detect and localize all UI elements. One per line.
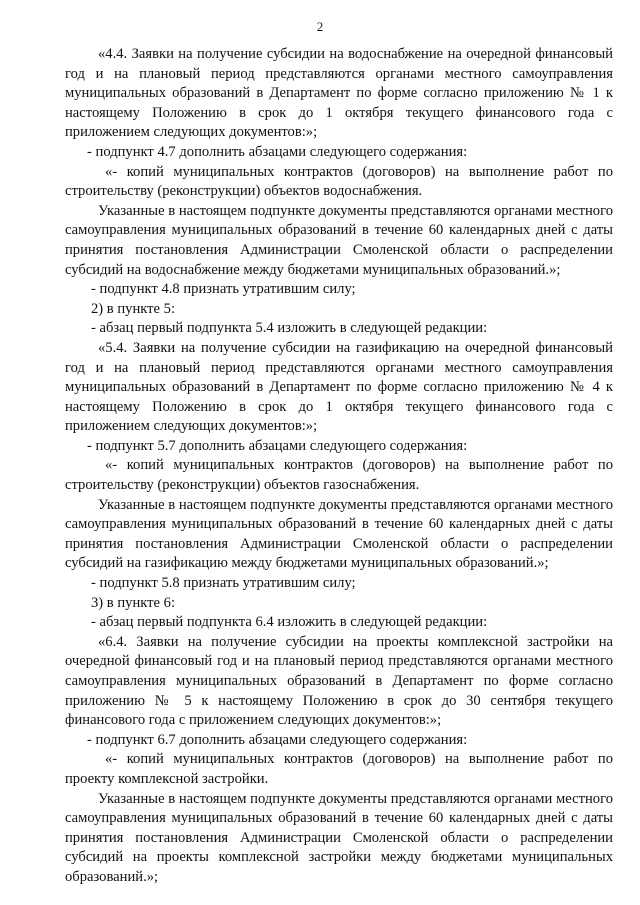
paragraph-6-4-instruction: - абзац первый подпункта 6.4 изложить в следующей редакции: <box>91 614 488 631</box>
paragraph-6-7-deadline: Указанные в настоящем подпункте документы представляются органами местного самоуправления муниципальных образований в течение 60 календарных дней с даты принятия постановления Администрации Смоленской области о распределении субсидий на проекты комплексной застройки между бюджетами муниципальных образований.»; <box>65 790 613 885</box>
paragraph-4-4: «4.4. Заявки на получение субсидии на водоснабжение на очередной финансовый год и на плановый период представляются органами местного самоуправления муниципальных образований в Департамент по форме согласно приложению № 1 к настоящему Положению в срок до 1 октября текущего финансового года с приложением следующих документов:»; <box>65 46 613 141</box>
paragraph-item-2: 2) в пункте 5: <box>91 300 176 317</box>
paragraph-5-7-quote: «- копий муниципальных контрактов (договоров) на выполнение работ по строительству (реконструкции) объектов газоснабжения. <box>65 457 613 494</box>
paragraph-5-7-instruction: - подпункт 5.7 дополнить абзацами следующего содержания: <box>87 437 468 454</box>
paragraph-6-4: «6.4. Заявки на получение субсидии на проекты комплексной застройки на очередной финансовый год и на плановый период представляются органами местного самоуправления муниципальных образований в Департамент по форме согласно приложению № 5 к настоящему Положению в срок до 30 сентября текущего финансового года с приложением следующих документов:»; <box>65 633 613 729</box>
paragraph-4-8-repeal: - подпункт 4.8 признать утратившим силу; <box>91 281 356 298</box>
document-body <box>65 45 613 888</box>
paragraph-4-7-deadline: Указанные в настоящем подпункте документы представляются органами местного самоуправления муниципальных образований в течение 60 календарных дней с даты принятия постановления Администрации Смоленской области о распределении субсидий на водоснабжение между бюджетами муниципальных образований.»; <box>65 202 613 278</box>
paragraph-4-7-instruction: - подпункт 4.7 дополнить абзацами следующего содержания: <box>87 143 468 160</box>
paragraph-6-7-instruction: - подпункт 6.7 дополнить абзацами следующего содержания: <box>87 731 468 748</box>
paragraph-item-3: 3) в пункте 6: <box>91 594 176 611</box>
page-number: 2 <box>316 19 324 34</box>
paragraph-5-8-repeal: - подпункт 5.8 признать утратившим силу; <box>91 575 356 592</box>
paragraph-5-7-deadline: Указанные в настоящем подпункте документы представляются органами местного самоуправления муниципальных образований в течение 60 календарных дней с даты принятия постановления Администрации Смоленской области о распределении субсидий на газификацию между бюджетами муниципальных образований.»; <box>65 496 613 572</box>
paragraph-5-4: «5.4. Заявки на получение субсидии на газификацию на очередной финансовый год и на плановый период представляются органами местного самоуправления муниципальных образований в Департамент по форме согласно приложению № 4 к настоящему Положению в срок до 1 октября текущего финансового года с приложением следующих документов:»; <box>65 339 613 435</box>
paragraph-4-7-quote: «- копий муниципальных контрактов (договоров) на выполнение работ по строительству (реконструкции) объектов водоснабжения. <box>65 163 613 200</box>
paragraph-5-4-instruction: - абзац первый подпункта 5.4 изложить в следующей редакции: <box>91 320 488 337</box>
paragraph-6-7-quote: «- копий муниципальных контрактов (договоров) на выполнение работ по проекту комплексной застройки. <box>65 751 613 787</box>
